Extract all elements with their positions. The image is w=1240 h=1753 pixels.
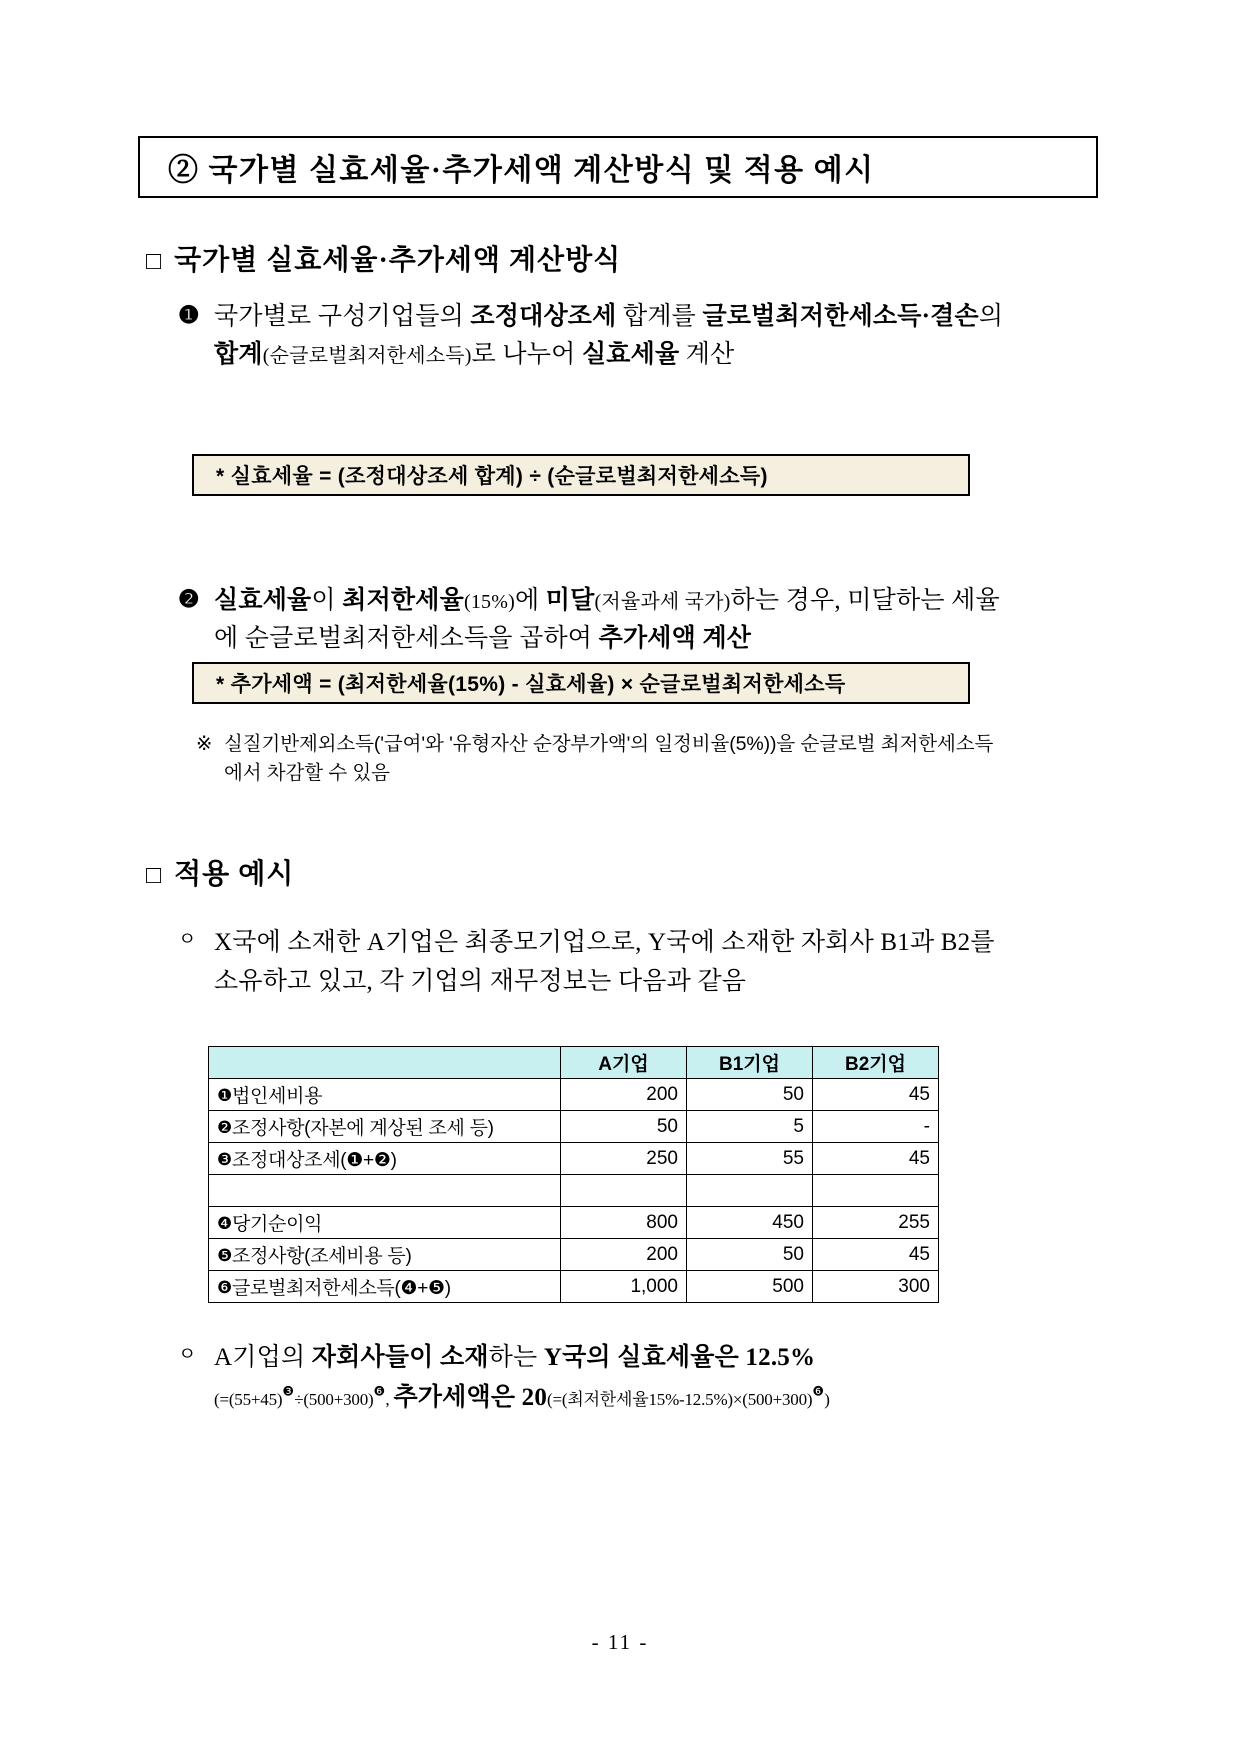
bullet-item-1: [178, 298, 1008, 374]
cell-r4-b1: 450: [687, 1207, 813, 1239]
footnote-line-1: 실질기반제외소득('급여'와 '유형자산 순장부가액'의 일정비율(5%))을 순글로벌: [224, 733, 876, 755]
bullet-item-2: [178, 582, 1008, 658]
cell-r5-b1: 50: [687, 1239, 813, 1271]
cell-r1-b1: 50: [687, 1079, 813, 1111]
row-marker-6: ❻: [217, 1278, 232, 1297]
spacer-cell-3: [687, 1175, 813, 1207]
table-header-company-b1: B1기업: [687, 1047, 813, 1079]
item1-text-d: 글로벌최저한세: [702, 303, 873, 330]
formula-top-up-tax: * 추가세액 = (최저한세율(15%) - 실효세율) × 순글로벌최저한세소득: [216, 673, 846, 696]
item1-text-f: 의: [978, 303, 1004, 330]
square-bullet-icon: □: [146, 248, 163, 275]
row-label-globe-income: [209, 1271, 561, 1303]
row-label-text-2: 조정사항(자본에 계상된 조세 등): [231, 1118, 494, 1139]
item1-text-i: 실효세율: [581, 341, 680, 368]
cell-r1-b2: 45: [813, 1079, 939, 1111]
circle-bullet-icon-2: ㅇ: [178, 1344, 197, 1365]
footnote-substance-based-exclusion: [196, 730, 1006, 789]
row-label-corporate-tax-expense: [209, 1079, 561, 1111]
item2-paren-1: (15%): [463, 591, 515, 613]
bullet-item-1-body: [214, 298, 1008, 374]
reference-mark-icon: ※: [196, 733, 213, 755]
item2-text-d: 에: [514, 587, 546, 614]
cell-r6-a: 1,000: [561, 1271, 687, 1303]
row-marker-5: ❺: [217, 1246, 232, 1265]
concl-sup-1: ❸: [282, 1383, 295, 1399]
table-row: [209, 1271, 939, 1303]
page-title: ② 국가별 실효세율·추가세액 계산방식 및 적용 예시: [168, 154, 875, 187]
concl-text-b: 자회사들이 소재: [311, 1344, 489, 1371]
table-row: [209, 1207, 939, 1239]
item2-text-f: 하는 경우,: [730, 587, 841, 614]
table-row: [209, 1079, 939, 1111]
item1-text-b: 조정대상조세: [470, 303, 617, 330]
section-heading-calculation: [146, 238, 621, 278]
table-header-row: [209, 1047, 939, 1079]
cell-r3-a: 250: [561, 1143, 687, 1175]
row-marker-3: ❸: [217, 1150, 232, 1169]
table-row: [209, 1111, 939, 1143]
table-row: [209, 1239, 939, 1271]
row-label-text-4: 당기순이익: [231, 1214, 323, 1235]
row-label-net-income: [209, 1207, 561, 1239]
concl-text-a: A기업의: [214, 1344, 312, 1371]
concl-text-d: Y국의 실효세율은 12.5%: [543, 1344, 816, 1371]
footnote-body: [224, 730, 1006, 789]
square-bullet-icon-2: □: [146, 862, 163, 889]
row-marker-4: ❹: [217, 1214, 232, 1233]
section-heading-label: 국가별 실효세율·추가세액 계산방식: [174, 245, 622, 276]
bullet-marker-1: ❶: [178, 303, 200, 329]
spacer-cell-4: [813, 1175, 939, 1207]
cell-r2-b2: -: [813, 1111, 939, 1143]
item2-text-h: 추가세액 계산: [598, 625, 752, 652]
cell-r4-b2: 255: [813, 1207, 939, 1239]
page-title-box: [138, 136, 1098, 198]
section-heading-example: [146, 852, 294, 892]
row-marker-1: ❶: [217, 1086, 232, 1105]
cell-r5-b2: 45: [813, 1239, 939, 1271]
conclusion-body: [214, 1338, 1028, 1418]
example-description: [178, 924, 1008, 1002]
item1-text-j: 계산: [679, 341, 735, 368]
example-line-2: B1과 B2를 소유하고 있고, 각 기업의 재무정보는 다음과 같음: [214, 929, 995, 995]
table-header-company-a: A기업: [561, 1047, 687, 1079]
concl-calc-5: ): [824, 1390, 830, 1409]
table-row: [209, 1143, 939, 1175]
row-label-text-5: 조정사항(조세비용 등): [231, 1246, 412, 1267]
concl-calc-4: (=(최저한세율15%-12.5%)×(500+300): [547, 1390, 813, 1409]
row-marker-2: ❷: [217, 1118, 232, 1137]
item1-text-e: 소득·결손: [872, 303, 979, 330]
spacer-cell-1: [209, 1175, 561, 1207]
conclusion-block: [178, 1338, 1028, 1418]
item1-paren: (순글로벌최저한세소득): [262, 345, 472, 367]
item1-text-h: 로 나누어: [471, 341, 582, 368]
circle-bullet-icon: ㅇ: [178, 929, 197, 950]
row-label-adjustments-tax-expense: [209, 1239, 561, 1271]
formula-box-top-up-tax: [192, 662, 970, 704]
cell-r6-b1: 500: [687, 1271, 813, 1303]
concl-text-e: 추가세액은 20: [393, 1384, 548, 1411]
row-label-adjustments-equity: [209, 1111, 561, 1143]
item2-text-g: 미달하는 세율에 순글로벌최저한세소득을 곱하여: [214, 587, 1000, 652]
concl-calc-1: (=(55+45): [214, 1390, 283, 1409]
footnote-line-2: 최저한세소득에서 차감할 수 있음: [224, 733, 994, 785]
cell-r1-a: 200: [561, 1079, 687, 1111]
formula-effective-tax-rate: * 실효세율 = (조정대상조세 합계) ÷ (순글로벌최저한세소득): [216, 465, 768, 488]
cell-r3-b2: 45: [813, 1143, 939, 1175]
cell-r2-b1: 5: [687, 1111, 813, 1143]
row-label-text-6: 글로벌최저한세소득(❹+❺): [231, 1278, 451, 1299]
cell-r3-b1: 55: [687, 1143, 813, 1175]
bullet-marker-2: ❷: [178, 587, 200, 613]
financial-data-table-wrapper: [208, 1046, 938, 1303]
concl-calc-3: ,: [385, 1390, 394, 1409]
spacer-cell-2: [561, 1175, 687, 1207]
item2-text-b: 이: [311, 587, 343, 614]
section-heading-example-label: 적용 예시: [174, 859, 295, 890]
item1-text-c: 합계를: [616, 303, 703, 330]
concl-sup-2: ❻: [373, 1383, 386, 1399]
financial-data-table: [208, 1046, 939, 1303]
item1-text-g: 합계: [214, 341, 263, 368]
cell-r4-a: 800: [561, 1207, 687, 1239]
concl-sup-3: ❻: [812, 1383, 825, 1399]
table-header-company-b2: B2기업: [813, 1047, 939, 1079]
item2-paren-2: (저율과세 국가): [594, 591, 731, 613]
cell-r5-a: 200: [561, 1239, 687, 1271]
cell-r6-b2: 300: [813, 1271, 939, 1303]
example-line-1: X국에 소재한 A기업은 최종모기업으로, Y국에 소재한 자회사: [214, 929, 874, 956]
row-label-text-1: 법인세비용: [231, 1086, 323, 1107]
item2-text-e: 미달: [545, 587, 595, 614]
row-label-text-3: 조정대상조세(❶+❷): [231, 1150, 397, 1171]
item1-text-a: 국가별로 구성기업들의: [214, 303, 471, 330]
item2-text-a: 실효세율: [214, 587, 312, 614]
row-label-covered-taxes: [209, 1143, 561, 1175]
item2-text-c: 최저한세율: [342, 587, 464, 614]
example-description-body: [214, 924, 1008, 1002]
table-group-spacer: [209, 1175, 939, 1207]
concl-text-c: 하는: [488, 1344, 544, 1371]
cell-r2-a: 50: [561, 1111, 687, 1143]
formula-box-effective-tax-rate: [192, 454, 970, 496]
table-header-blank: [209, 1047, 561, 1079]
concl-calc-2: ÷(500+300): [294, 1390, 374, 1409]
page-number: - 11 -: [591, 1630, 649, 1654]
bullet-item-2-body: [214, 582, 1008, 658]
